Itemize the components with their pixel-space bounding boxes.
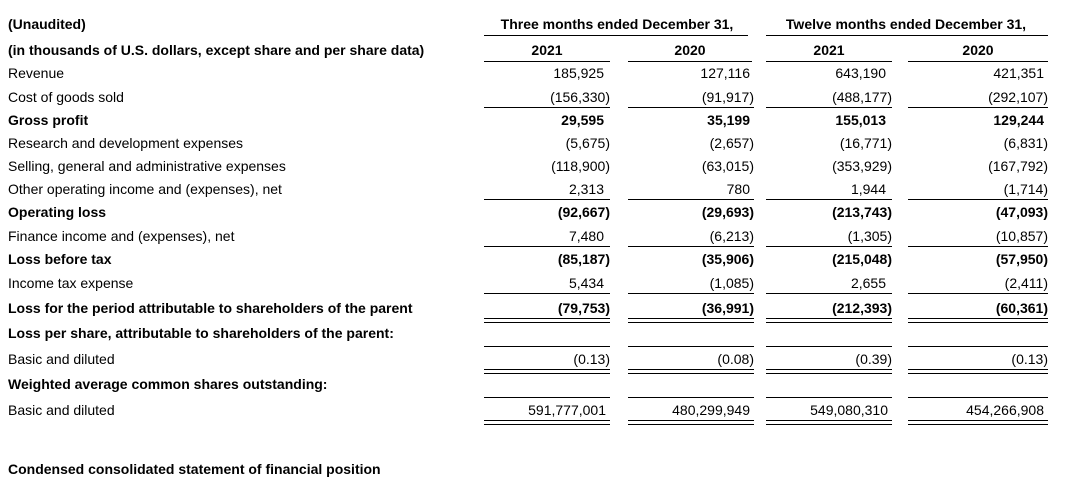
cell-operating-loss-y-2020: (47,093) <box>995 204 1048 220</box>
cell-sga-q-2020: (63,015) <box>701 158 754 174</box>
double-rule-eps-1 <box>484 369 610 374</box>
unaudited-label: (Unaudited) <box>8 16 86 32</box>
double-rule-loss-period-1 <box>484 318 610 323</box>
double-rule-eps-4 <box>908 369 1048 374</box>
double-rule-shares-2 <box>628 420 754 425</box>
rule-shares-top-2 <box>628 397 754 398</box>
row-label-revenue: Revenue <box>8 65 65 81</box>
three-months-header: Three months ended December 31, <box>500 16 734 32</box>
rule-cogs-1 <box>484 107 610 108</box>
cell-rnd-y-2020: (6,831) <box>1003 135 1048 151</box>
double-rule-loss-period-3 <box>766 318 892 323</box>
year-header-2: 2020 <box>674 42 706 58</box>
row-label-shares-basic-diluted: Basic and diluted <box>8 402 115 418</box>
cell-sga-q-2021: (118,900) <box>551 158 610 174</box>
row-label-cogs: Cost of goods sold <box>8 89 124 105</box>
rule-cogs-4 <box>908 107 1048 108</box>
cell-eps-q-2020: (0.08) <box>717 351 754 367</box>
double-rule-loss-period-4 <box>908 318 1048 323</box>
year-header-4: 2020 <box>962 42 994 58</box>
rule-eps-top-2 <box>628 346 754 347</box>
year-rule-1 <box>484 61 610 62</box>
cell-operating-loss-y-2021: (213,743) <box>832 204 892 220</box>
year-rule-4 <box>908 61 1048 62</box>
cell-income-tax-y-2020: (2,411) <box>1004 275 1048 291</box>
cell-loss-for-period-q-2020: (36,991) <box>701 300 754 316</box>
cell-finance-y-2020: (10,857) <box>995 228 1048 244</box>
cell-sga-y-2021: (353,929) <box>832 158 892 174</box>
cell-loss-for-period-y-2021: (212,393) <box>832 300 892 316</box>
row-label-loss-for-period: Loss for the period attributable to shareholders of the parent <box>8 300 413 316</box>
row-label-operating-loss: Operating loss <box>8 204 107 220</box>
row-label-eps-basic-diluted: Basic and diluted <box>8 351 115 367</box>
double-rule-shares-3 <box>766 420 892 425</box>
cell-other-operating-q-2021: 2,313 <box>568 181 604 197</box>
double-rule-shares-1 <box>484 420 610 425</box>
cell-eps-q-2021: (0.13) <box>573 351 610 367</box>
cell-revenue-y-2020: 421,351 <box>993 65 1044 81</box>
rule-finance-4 <box>908 246 1048 247</box>
cell-sga-y-2020: (167,792) <box>988 158 1048 174</box>
cell-gross-profit-q-2020: 35,199 <box>707 112 750 128</box>
cell-other-operating-y-2021: 1,944 <box>850 181 886 197</box>
rule-income-tax-4 <box>908 293 1048 294</box>
three-months-header-rule <box>484 35 748 36</box>
year-header-1: 2021 <box>531 42 563 58</box>
cell-shares-q-2020: 480,299,949 <box>672 402 750 418</box>
rule-finance-1 <box>484 246 610 247</box>
rule-cogs-3 <box>766 107 892 108</box>
cell-eps-y-2020: (0.13) <box>1011 351 1048 367</box>
cell-gross-profit-y-2021: 155,013 <box>835 112 886 128</box>
rule-eps-top-1 <box>484 346 610 347</box>
twelve-months-header-rule <box>766 35 1048 36</box>
rule-other-operating-2 <box>628 199 754 200</box>
next-section-title: Condensed consolidated statement of financial position <box>8 461 381 477</box>
cell-rnd-q-2020: (2,657) <box>709 135 754 151</box>
cell-operating-loss-q-2021: (92,667) <box>557 204 610 220</box>
cell-income-tax-y-2021: 2,655 <box>850 275 886 291</box>
cell-revenue-q-2020: 127,116 <box>700 65 750 81</box>
rule-shares-top-4 <box>908 397 1048 398</box>
cell-cogs-y-2020: (292,107) <box>988 89 1048 105</box>
double-rule-eps-3 <box>766 369 892 374</box>
cell-shares-q-2021: 591,777,001 <box>528 402 606 418</box>
cell-loss-before-tax-y-2021: (215,048) <box>832 251 892 267</box>
cell-loss-before-tax-q-2020: (35,906) <box>701 251 754 267</box>
cell-gross-profit-y-2020: 129,244 <box>993 112 1044 128</box>
units-label: (in thousands of U.S. dollars, except share and per share data) <box>8 42 425 58</box>
year-rule-3 <box>766 61 892 62</box>
cell-rnd-q-2021: (5,675) <box>565 135 610 151</box>
row-label-loss-per-share-heading: Loss per share, attributable to shareholders of the parent: <box>8 325 394 341</box>
row-label-rnd: Research and development expenses <box>8 135 244 151</box>
cell-loss-before-tax-y-2020: (57,950) <box>995 251 1048 267</box>
row-label-income-tax: Income tax expense <box>8 275 134 291</box>
rule-eps-top-4 <box>908 346 1048 347</box>
row-label-weighted-shares-heading: Weighted average common shares outstanding: <box>8 376 328 392</box>
year-rule-2 <box>628 61 752 62</box>
row-label-loss-before-tax: Loss before tax <box>8 251 112 267</box>
cell-loss-before-tax-q-2021: (85,187) <box>557 251 610 267</box>
cell-shares-y-2020: 454,266,908 <box>966 402 1044 418</box>
cell-finance-q-2020: (6,213) <box>709 228 754 244</box>
rule-other-operating-4 <box>908 199 1048 200</box>
double-rule-eps-2 <box>628 369 754 374</box>
cell-operating-loss-q-2020: (29,693) <box>701 204 754 220</box>
double-rule-loss-period-2 <box>628 318 754 323</box>
rule-income-tax-2 <box>628 293 754 294</box>
cell-eps-y-2021: (0.39) <box>855 351 892 367</box>
cell-other-operating-y-2020: (1,714) <box>1003 181 1048 197</box>
rule-eps-top-3 <box>766 346 892 347</box>
cell-rnd-y-2021: (16,771) <box>839 135 892 151</box>
cell-income-tax-q-2021: 5,434 <box>568 275 604 291</box>
cell-finance-q-2021: 7,480 <box>568 228 604 244</box>
cell-finance-y-2021: (1,305) <box>847 228 892 244</box>
cell-shares-y-2021: 549,080,310 <box>810 402 888 418</box>
twelve-months-header: Twelve months ended December 31, <box>785 16 1027 32</box>
rule-income-tax-1 <box>484 293 610 294</box>
rule-income-tax-3 <box>766 293 892 294</box>
rule-shares-top-3 <box>766 397 892 398</box>
year-header-3: 2021 <box>813 42 845 58</box>
rule-finance-2 <box>628 246 754 247</box>
cell-revenue-q-2021: 185,925 <box>553 65 604 81</box>
rule-other-operating-3 <box>766 199 892 200</box>
cell-income-tax-q-2020: (1,085) <box>709 275 754 291</box>
cell-cogs-y-2021: (488,177) <box>832 89 892 105</box>
row-label-sga: Selling, general and administrative expenses <box>8 158 286 174</box>
row-label-other-operating: Other operating income and (expenses), net <box>8 181 282 197</box>
cell-loss-for-period-q-2021: (79,753) <box>557 300 610 316</box>
rule-shares-top-1 <box>484 397 610 398</box>
rule-cogs-2 <box>628 107 754 108</box>
cell-revenue-y-2021: 643,190 <box>835 65 886 81</box>
rule-finance-3 <box>766 246 892 247</box>
rule-other-operating-1 <box>484 199 610 200</box>
cell-cogs-q-2021: (156,330) <box>550 89 610 105</box>
cell-cogs-q-2020: (91,917) <box>701 89 754 105</box>
cell-other-operating-q-2020: 780 <box>726 181 750 197</box>
cell-loss-for-period-y-2020: (60,361) <box>995 300 1048 316</box>
row-label-finance: Finance income and (expenses), net <box>8 228 235 244</box>
row-label-gross-profit: Gross profit <box>8 112 89 128</box>
cell-gross-profit-q-2021: 29,595 <box>561 112 604 128</box>
double-rule-shares-4 <box>908 420 1048 425</box>
